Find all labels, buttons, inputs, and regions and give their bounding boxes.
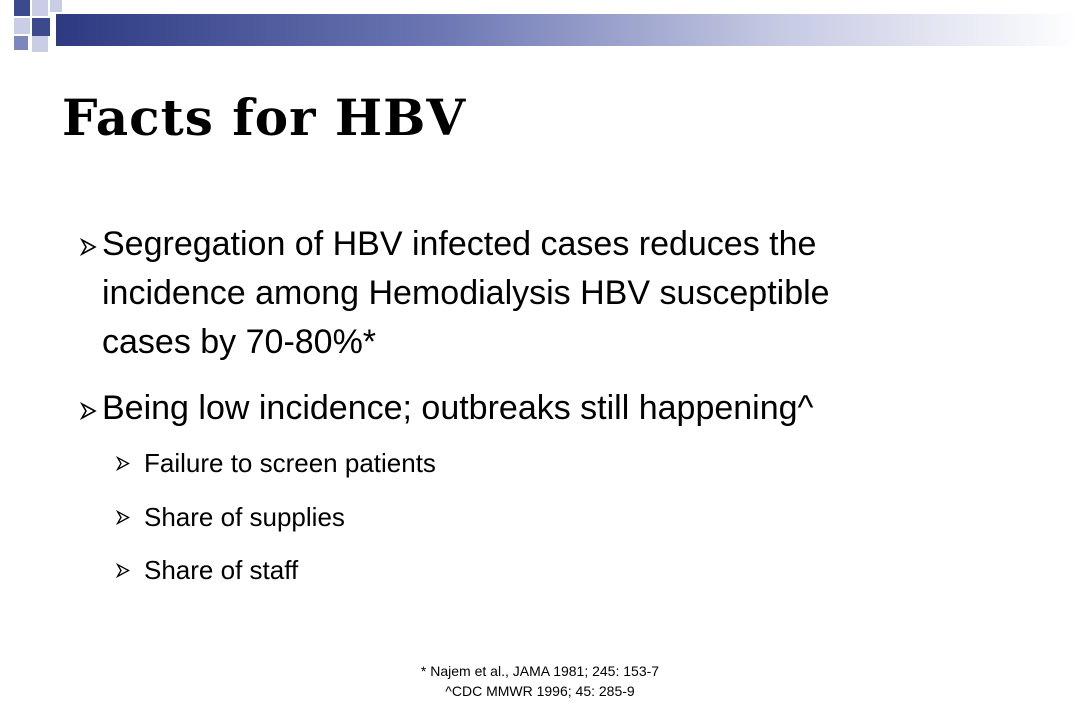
- decor-square-mid-1: [14, 36, 28, 50]
- decor-square-navy-1: [14, 0, 30, 16]
- bullet-text-line: Segregation of HBV infected cases reduces the: [102, 225, 817, 263]
- sub-bullet-text: Failure to screen patients: [144, 448, 436, 478]
- bullet-text: Being low incidence; outbreaks still happening^: [102, 389, 814, 427]
- footnote-line-1: * Najem et al., JAMA 1981; 245: 153-7: [420, 663, 660, 679]
- arrowhead-bullet-icon: [80, 238, 98, 256]
- footnote-line-2: ^CDC MMWR 1996; 45: 285-9: [445, 683, 635, 699]
- header-gradient-bar: [56, 14, 1080, 46]
- arrowhead-bullet-icon: [80, 402, 98, 420]
- decor-square-light-4: [50, 0, 62, 12]
- decor-square-navy-2: [32, 18, 50, 36]
- arrowhead-bullet-icon: [116, 456, 131, 471]
- sub-bullet-text: Share of staff: [144, 555, 299, 585]
- decor-square-light-2: [14, 18, 30, 34]
- sub-bullet-text: Share of supplies: [144, 502, 345, 532]
- slide-title: Facts for HBV: [62, 88, 467, 147]
- arrowhead-bullet-icon: [116, 510, 131, 525]
- decor-square-light-1: [32, 0, 48, 16]
- arrowhead-bullet-icon: [116, 563, 131, 578]
- bullet-text-line: incidence among Hemodialysis HBV susceptible: [102, 274, 830, 312]
- decor-square-light-3: [32, 36, 48, 52]
- bullet-text-line: cases by 70-80%*: [102, 323, 377, 361]
